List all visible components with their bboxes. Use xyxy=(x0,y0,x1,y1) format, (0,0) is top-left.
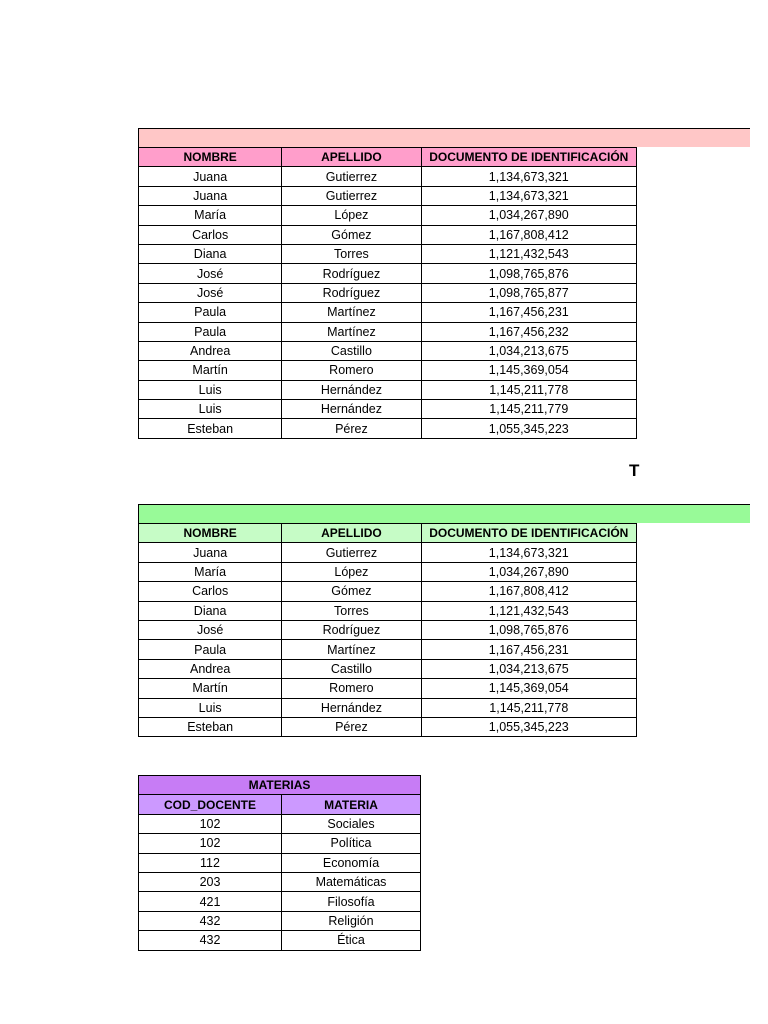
table-cell: Gómez xyxy=(282,582,421,601)
table-cell: Política xyxy=(282,834,421,853)
table-row xyxy=(139,400,637,419)
table-cell: 1,145,211,778 xyxy=(421,698,636,717)
table1-title-band xyxy=(138,128,750,147)
table-cell: Romero xyxy=(282,361,421,380)
column-header: DOCUMENTO DE IDENTIFICACIÓN xyxy=(421,148,636,167)
table-cell: María xyxy=(139,562,282,581)
table-cell: 1,167,808,412 xyxy=(421,225,636,244)
table-row xyxy=(139,543,637,562)
table-cell: Economía xyxy=(282,853,421,872)
column-header: NOMBRE xyxy=(139,524,282,543)
table-cell: Religión xyxy=(282,911,421,930)
table-cell: Andrea xyxy=(139,659,282,678)
table-cell: 112 xyxy=(139,853,282,872)
table-cell: 421 xyxy=(139,892,282,911)
table-cell: 1,055,345,223 xyxy=(421,717,636,736)
table-cell: Hernández xyxy=(282,698,421,717)
table-row xyxy=(139,620,637,639)
table-row xyxy=(139,717,637,736)
table-cell: Martínez xyxy=(282,303,421,322)
table-cell: 1,134,673,321 xyxy=(421,167,636,186)
students-table-unique xyxy=(138,523,637,737)
table-cell: Matemáticas xyxy=(282,872,421,891)
table-cell: López xyxy=(282,562,421,581)
table-cell: 1,121,432,543 xyxy=(421,601,636,620)
table-row xyxy=(139,892,421,911)
column-header: MATERIA xyxy=(282,795,421,814)
table-cell: 1,167,456,231 xyxy=(421,303,636,322)
table-cell: Diana xyxy=(139,244,282,263)
table-cell: 1,134,673,321 xyxy=(421,186,636,205)
table-cell: Castillo xyxy=(282,659,421,678)
table-row xyxy=(139,659,637,678)
table-cell: Gutierrez xyxy=(282,186,421,205)
materias-table xyxy=(138,775,421,951)
table-row xyxy=(139,911,421,930)
table-cell: 1,167,808,412 xyxy=(421,582,636,601)
table-cell: 1,145,211,779 xyxy=(421,400,636,419)
table-body xyxy=(139,814,421,950)
table-row xyxy=(139,679,637,698)
table2-title-band xyxy=(138,504,750,523)
table-cell: Rodríguez xyxy=(282,283,421,302)
table-cell: Pérez xyxy=(282,419,421,438)
table-cell: Gutierrez xyxy=(282,543,421,562)
table-cell: Martín xyxy=(139,679,282,698)
table-cell: Juana xyxy=(139,167,282,186)
table-cell: Paula xyxy=(139,303,282,322)
table-row xyxy=(139,244,637,263)
table-cell: Rodríguez xyxy=(282,264,421,283)
table-cell: Paula xyxy=(139,322,282,341)
table-cell: Rodríguez xyxy=(282,620,421,639)
table-cell: Paula xyxy=(139,640,282,659)
table-row xyxy=(139,206,637,225)
table-row xyxy=(139,186,637,205)
table-cell: 1,034,267,890 xyxy=(421,206,636,225)
table-cell: 432 xyxy=(139,911,282,930)
table-cell: 1,134,673,321 xyxy=(421,543,636,562)
table-cell: Juana xyxy=(139,543,282,562)
table-cell: Gutierrez xyxy=(282,167,421,186)
table-cell: Torres xyxy=(282,244,421,263)
table-header-row xyxy=(139,524,637,543)
table-row xyxy=(139,872,421,891)
table-cell: Hernández xyxy=(282,380,421,399)
stray-text: T xyxy=(629,461,640,480)
table-body xyxy=(139,543,637,737)
table-cell: Luis xyxy=(139,698,282,717)
column-header: APELLIDO xyxy=(282,148,421,167)
table-row xyxy=(139,303,637,322)
table-row xyxy=(139,225,637,244)
table-cell: 1,098,765,876 xyxy=(421,264,636,283)
table-cell: Hernández xyxy=(282,400,421,419)
table-cell: Sociales xyxy=(282,814,421,833)
table-row xyxy=(139,361,637,380)
table-cell: Romero xyxy=(282,679,421,698)
table-cell: Luis xyxy=(139,400,282,419)
table-cell: Filosofía xyxy=(282,892,421,911)
table-cell: Esteban xyxy=(139,717,282,736)
table-cell: Diana xyxy=(139,601,282,620)
table-row xyxy=(139,167,637,186)
table-cell: Gómez xyxy=(282,225,421,244)
table-header-row xyxy=(139,148,637,167)
column-header: APELLIDO xyxy=(282,524,421,543)
column-header: COD_DOCENTE xyxy=(139,795,282,814)
table-cell: 1,145,369,054 xyxy=(421,679,636,698)
table-cell: 1,055,345,223 xyxy=(421,419,636,438)
table-row xyxy=(139,601,637,620)
column-header: NOMBRE xyxy=(139,148,282,167)
table-cell: 102 xyxy=(139,834,282,853)
table-row xyxy=(139,419,637,438)
table-row xyxy=(139,283,637,302)
table-cell: José xyxy=(139,264,282,283)
table-row xyxy=(139,834,421,853)
table-cell: 1,167,456,232 xyxy=(421,322,636,341)
table-body xyxy=(139,167,637,438)
table-cell: Pérez xyxy=(282,717,421,736)
table-cell: Esteban xyxy=(139,419,282,438)
table-cell: 1,098,765,877 xyxy=(421,283,636,302)
table-cell: López xyxy=(282,206,421,225)
table-cell: 1,098,765,876 xyxy=(421,620,636,639)
table-cell: Carlos xyxy=(139,225,282,244)
table-title: MATERIAS xyxy=(139,776,421,795)
table-row xyxy=(139,380,637,399)
table-cell: 432 xyxy=(139,931,282,950)
table-row xyxy=(139,640,637,659)
table-cell: Martínez xyxy=(282,640,421,659)
table-cell: 203 xyxy=(139,872,282,891)
table-cell: Juana xyxy=(139,186,282,205)
table-cell: Carlos xyxy=(139,582,282,601)
table-row xyxy=(139,562,637,581)
table-row xyxy=(139,931,421,950)
table-cell: Torres xyxy=(282,601,421,620)
table-cell: 1,121,432,543 xyxy=(421,244,636,263)
table-cell: 1,034,267,890 xyxy=(421,562,636,581)
table-cell: José xyxy=(139,620,282,639)
table-row xyxy=(139,698,637,717)
table-row xyxy=(139,582,637,601)
table-cell: Martín xyxy=(139,361,282,380)
table-row xyxy=(139,853,421,872)
table-cell: 1,034,213,675 xyxy=(421,659,636,678)
table-row xyxy=(139,814,421,833)
table-cell: Luis xyxy=(139,380,282,399)
table-header-row xyxy=(139,795,421,814)
table-cell: 102 xyxy=(139,814,282,833)
column-header: DOCUMENTO DE IDENTIFICACIÓN xyxy=(421,524,636,543)
table-cell: 1,145,211,778 xyxy=(421,380,636,399)
table-cell: Martínez xyxy=(282,322,421,341)
students-table-duplicates xyxy=(138,147,637,439)
table-cell: María xyxy=(139,206,282,225)
table-cell: 1,034,213,675 xyxy=(421,341,636,360)
table-cell: Castillo xyxy=(282,341,421,360)
table-row xyxy=(139,341,637,360)
table-cell: Ética xyxy=(282,931,421,950)
table-row xyxy=(139,322,637,341)
table-cell: 1,145,369,054 xyxy=(421,361,636,380)
table-cell: 1,167,456,231 xyxy=(421,640,636,659)
table-row xyxy=(139,264,637,283)
table-cell: Andrea xyxy=(139,341,282,360)
table-cell: José xyxy=(139,283,282,302)
